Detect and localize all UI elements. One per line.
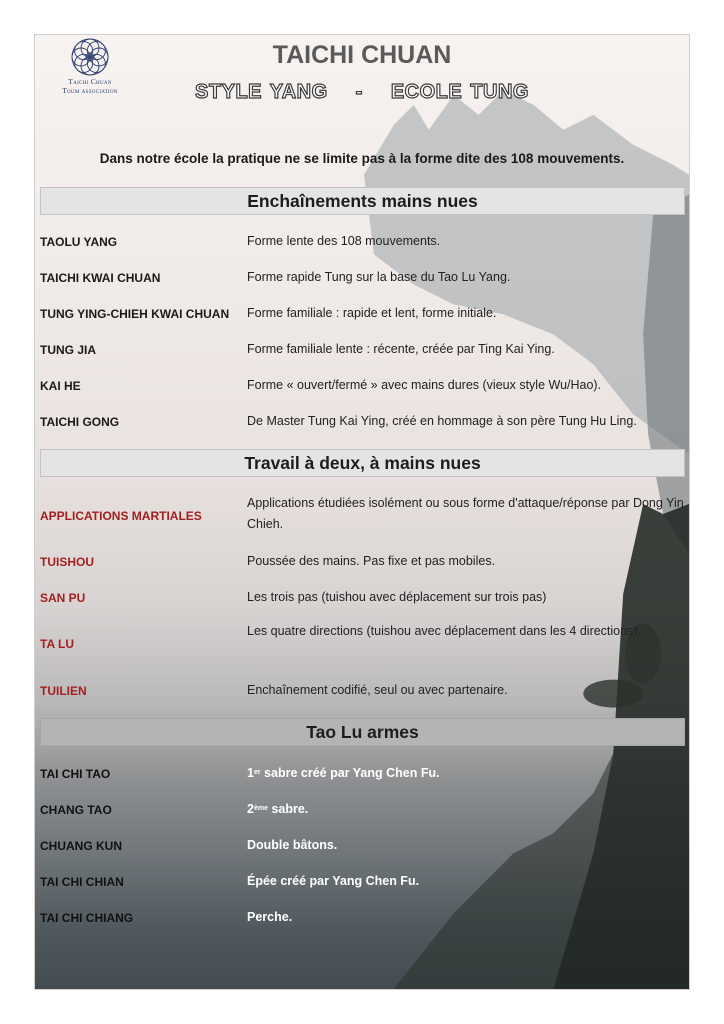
form-name: TUNG YING-CHIEH KWAI CHUAN — [40, 307, 230, 321]
form-description: Poussée des mains. Pas fixe et pas mobiles. — [247, 554, 496, 568]
form-description: Forme « ouvert/fermé » avec mains dures (vieux style Wu/Hao). — [247, 378, 602, 392]
form-name: CHANG TAO — [40, 803, 112, 817]
form-description: Forme lente des 108 mouvements. — [247, 234, 441, 248]
form-name: KAI HE — [40, 379, 81, 393]
description-text: sabre créé par Yang Chen Fu. — [260, 766, 440, 780]
form-description: Double bâtons. — [247, 838, 338, 852]
form-name: TA LU — [40, 637, 74, 651]
form-name: TAICHI GONG — [40, 415, 120, 429]
form-name: TUNG JIA — [40, 343, 97, 357]
ordinal-number: 2 — [247, 802, 254, 816]
document-page — [34, 34, 690, 990]
subtitle-style: STYLE YANG — [195, 81, 328, 103]
form-name: APPLICATIONS MARTIALES — [40, 509, 202, 523]
ordinal-suffix: er — [253, 769, 261, 776]
form-description: Forme familiale : rapide et lent, forme initiale. — [247, 306, 497, 320]
logo-line-2: Toum association — [62, 86, 118, 95]
form-name: TUISHOU — [40, 555, 94, 569]
form-description: Les trois pas (tuishou avec déplacement sur trois pas) — [247, 590, 547, 604]
form-description: Applications étudiées isolément ou sous forme d'attaque/réponse par Dong Yin Chieh. — [247, 496, 684, 531]
form-name: TUILIEN — [40, 684, 87, 698]
form-description: Enchaînement codifié, seul ou avec partenaire. — [247, 683, 508, 697]
form-description — [247, 799, 687, 820]
form-name: TAOLU YANG — [40, 235, 118, 249]
logo-line-1: Taichi Chuan — [68, 77, 112, 86]
section-heading-partner-work: Travail à deux, à mains nues — [40, 449, 685, 477]
section-heading-weapon-forms: Tao Lu armes — [40, 718, 685, 746]
form-name: CHUANG KUN — [40, 839, 122, 853]
form-description: Forme rapide Tung sur la base du Tao Lu Yang. — [247, 270, 511, 284]
form-name: TAI CHI TAO — [40, 767, 111, 781]
form-description: De Master Tung Kai Ying, créé en hommage à son père Tung Hu Ling. — [247, 414, 637, 428]
subtitle-separator: - — [355, 81, 363, 103]
form-name: TAI CHI CHIAN — [40, 875, 124, 889]
form-name: SAN PU — [40, 591, 86, 605]
page-subtitle — [35, 81, 689, 104]
ordinal-number: 1 — [247, 766, 254, 780]
form-description: Forme familiale lente : récente, créée par Ting Kai Ying. — [247, 342, 555, 356]
intro-text: Dans notre école la pratique ne se limite pas à la forme dite des 108 mouvements. — [99, 151, 625, 166]
subtitle-school: ECOLE TUNG — [390, 81, 529, 103]
form-description: Les quatre directions (tuishou avec déplacement dans les 4 directions). — [247, 624, 641, 638]
page-title: TAICHI CHUAN — [272, 41, 452, 69]
ordinal-suffix: ème — [253, 805, 268, 812]
description-text: sabre. — [267, 802, 309, 816]
form-description — [247, 763, 687, 784]
form-name: TAI CHI CHIANG — [40, 911, 134, 925]
form-description: Épée créé par Yang Chen Fu. — [247, 874, 420, 888]
form-description: Perche. — [247, 910, 293, 924]
section-heading-barehand-forms: Enchaînements mains nues — [40, 187, 685, 215]
form-name: TAICHI KWAI CHUAN — [40, 271, 161, 285]
